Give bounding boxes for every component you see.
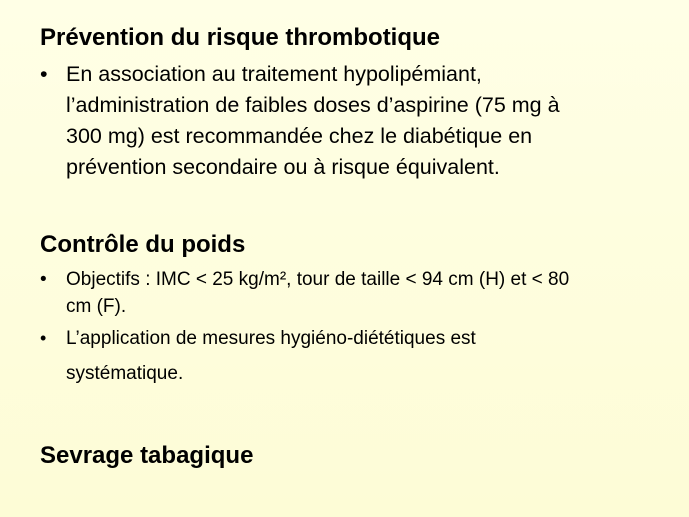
bullet-line: L’application de mesures hygiéno-diététiques est [66, 328, 476, 349]
bullet-icon: • [40, 269, 47, 290]
bullet-text [66, 59, 560, 183]
bullet-item-hygiene [40, 321, 476, 391]
bullet-line: 300 mg) est recommandée chez le diabétique en [66, 124, 533, 148]
bullet-line: prévention secondaire ou à risque équivalent. [66, 155, 500, 179]
bullet-icon: • [40, 62, 48, 86]
section-title-prevention: Prévention du risque thrombotique [40, 24, 441, 51]
bullet-line: Objectifs : IMC < 25 kg/m², tour de taille < 94 cm (H) et < 80 [66, 269, 570, 290]
section-title-smoking: Sevrage tabagique [40, 442, 254, 469]
bullet-line: l’administration de faibles doses d’aspirine (75 mg à [66, 93, 560, 117]
section-title-weight: Contrôle du poids [40, 231, 246, 258]
bullet-icon: • [40, 328, 47, 348]
bullet-text [66, 266, 569, 320]
bullet-line: systématique. [66, 363, 184, 384]
bullet-text [66, 321, 476, 391]
bullet-line: En association au traitement hypolipémiant, [66, 62, 482, 86]
bullet-line: cm (F). [66, 296, 127, 317]
bullet-item-aspirin [40, 59, 560, 183]
bullet-item-objectives [40, 266, 569, 320]
